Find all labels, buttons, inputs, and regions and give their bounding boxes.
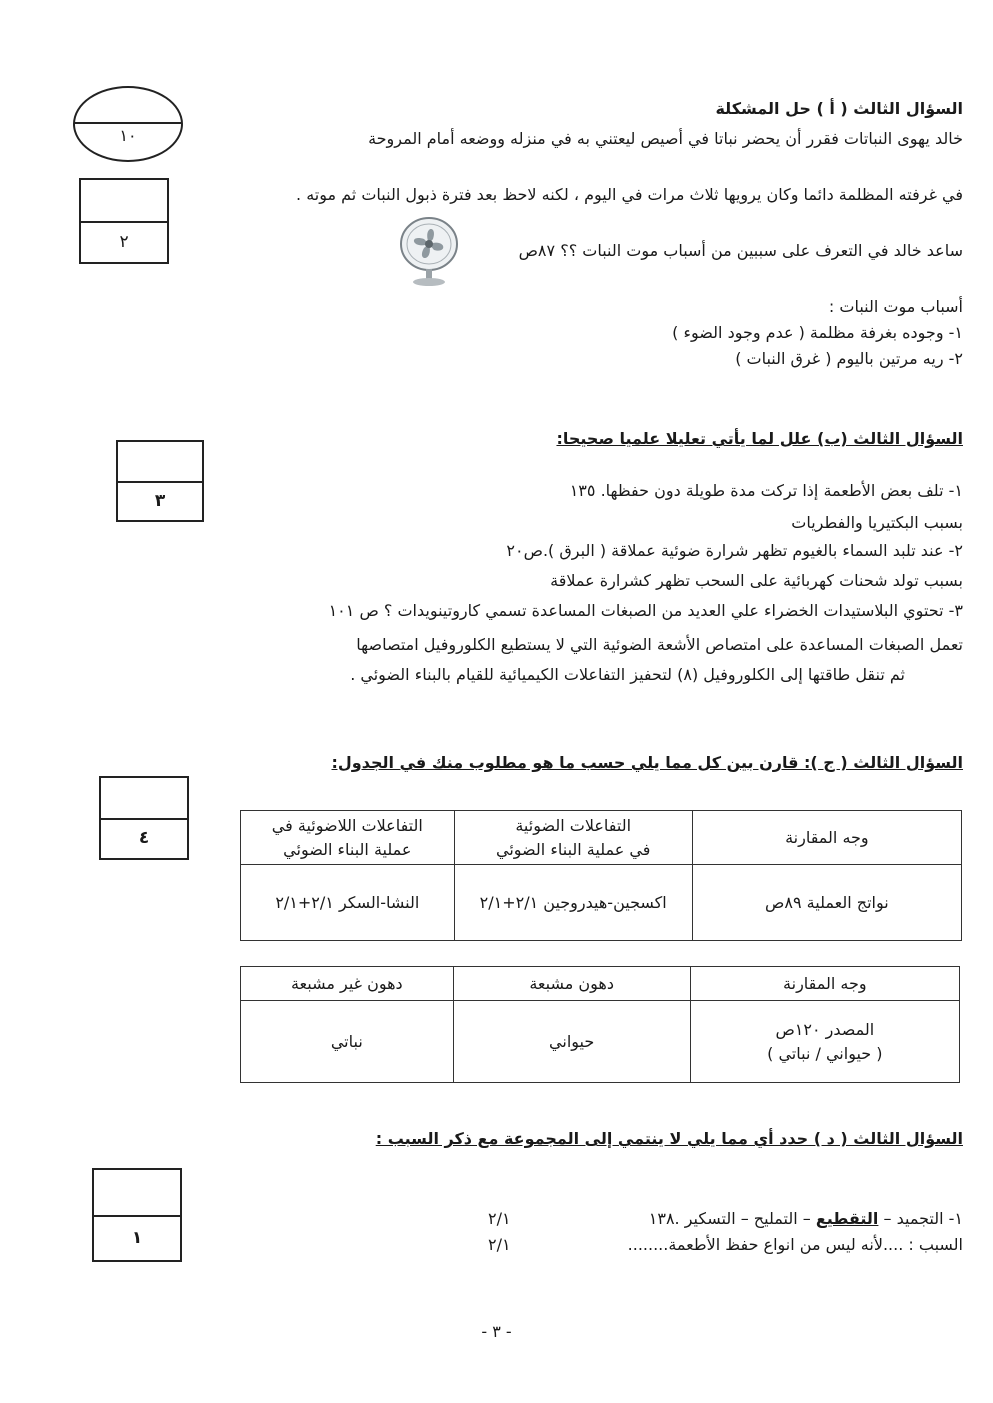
q3b-item2: ٢- عند تلبد السماء بالغيوم تظهر شرارة ضوئية عملاقة ( البرق ).ص٢٠ <box>506 541 963 560</box>
q3d-heading: السؤال الثالث ( د ) حدد أي مما يلي لا ينتمي إلى المجموعة مع ذكر السبب : <box>375 1129 963 1148</box>
table1-row <box>241 865 962 941</box>
q3b-score: ٣ <box>154 490 166 511</box>
table1-header-dark: التفاعلات اللاضوئية في عملية البناء الضوئي <box>241 811 455 865</box>
q3b-item1: ١- تلف بعض الأطعمة إذا تركت مدة طويلة دون حفظها. ١٣٥ <box>569 481 963 500</box>
table1-header-light: التفاعلات الضوئية في عملية البناء الضوئي <box>454 811 692 865</box>
q3b-heading: السؤال الثالث (ب) علل لما يأتي تعليلا علميا صحيحا: <box>556 429 963 448</box>
table2-cell-saturated: حيواني <box>453 1001 690 1083</box>
table1-cell-aspect: نواتج العملية ٨٩ص <box>692 865 961 941</box>
total-score-oval <box>73 86 183 162</box>
table2-header-aspect: وجه المقارنة <box>690 967 959 1001</box>
q3d-item-mark: ٢/١ <box>488 1209 511 1228</box>
q3c-heading: السؤال الثالث ( ج ): قارن بين كل مما يلي حسب ما هو مطلوب منك في الجدول: <box>331 753 963 772</box>
q3a-score-box <box>79 178 169 264</box>
q3b-item3-answer-2: ثم تنقل طاقتها إلى الكلوروفيل (٨) لتحفيز التفاعلات الكيميائية للقيام بالبناء الضوئي . <box>350 665 905 684</box>
page-number: - ٣ - <box>481 1322 512 1341</box>
q3b-item3: ٣- تحتوي البلاستيدات الخضراء علي العديد من الصبغات المساعدة تسمي كاروتينويدات ؟ ص ١٠١ <box>328 601 963 620</box>
q3d-item-suffix: – التمليح – التسكير .١٣٨ <box>648 1209 816 1228</box>
q3a-heading: السؤال الثالث ( أ ) حل المشكلة <box>715 99 963 118</box>
q3a-line1: خالد يهوى النباتات فقرر أن يحضر نباتا في أصيص ليعتني به في منزله ووضعه أمام المروحة <box>368 129 963 148</box>
q3d-score-box <box>92 1168 182 1262</box>
total-score: ١٠ <box>119 126 137 145</box>
q3c-score-box <box>99 776 189 860</box>
table1-cell-light: اكسجين-هيدروجين ٢/١+٢/١ <box>454 865 692 941</box>
q3d-score: ١ <box>131 1227 143 1248</box>
q3d-item <box>649 1208 963 1230</box>
table1-header-row <box>241 811 962 865</box>
q3a-answer2: ٢- ريه مرتين باليوم ( غرق النبات ) <box>735 349 963 368</box>
q3a-line3: ساعد خالد في التعرف على سببين من أسباب موت النبات ؟؟ ٨٧ص <box>518 241 963 260</box>
table2-cell-aspect: المصدر ١٢٠ص ( حيواني / نباتي ) <box>690 1001 959 1083</box>
q3a-answers-title: أسباب موت النبات : <box>828 297 963 316</box>
table1-cell-dark: النشا-السكر ٢/١+٢/١ <box>241 865 455 941</box>
q3d-reason: السبب : ....لأنه ليس من انواع حفظ الأطعمة........ <box>627 1235 963 1254</box>
table2-header-unsaturated: دهون غير مشبعة <box>241 967 454 1001</box>
comparison-table-1 <box>240 810 962 941</box>
table2-header-saturated: دهون مشبعة <box>453 967 690 1001</box>
q3d-reason-mark: ٢/١ <box>488 1235 511 1254</box>
q3a-line2: في غرفته المظلمة دائما وكان يرويها ثلاث مرات في اليوم ، لكنه لاحظ بعد فترة ذبول النبات ثم موته . <box>296 185 963 204</box>
fan-icon <box>394 212 464 288</box>
table1-header-aspect: وجه المقارنة <box>692 811 961 865</box>
q3b-score-box <box>116 440 204 522</box>
q3d-item-underlined: التقطيع <box>815 1209 879 1228</box>
q3b-item1-answer: بسبب البكتيريا والفطريات <box>791 513 963 532</box>
table2-header-row <box>241 967 960 1001</box>
q3b-item3-answer-1: تعمل الصبغات المساعدة على امتصاص الأشعة الضوئية التي لا يستطيع الكلوروفيل امتصاصها <box>356 635 963 654</box>
comparison-table-2 <box>240 966 960 1083</box>
q3a-score: ٢ <box>119 231 129 252</box>
q3c-score: ٤ <box>138 828 150 848</box>
table2-cell-unsaturated: نباتي <box>241 1001 454 1083</box>
q3b-item2-answer: بسبب تولد شحنات كهربائية على السحب تظهر كشرارة عملاقة <box>550 571 963 590</box>
table2-row <box>241 1001 960 1083</box>
q3d-item-prefix: ١- التجميد – <box>878 1209 963 1228</box>
q3a-answer1: ١- وجوده بغرفة مظلمة ( عدم وجود الضوء ) <box>672 323 963 342</box>
